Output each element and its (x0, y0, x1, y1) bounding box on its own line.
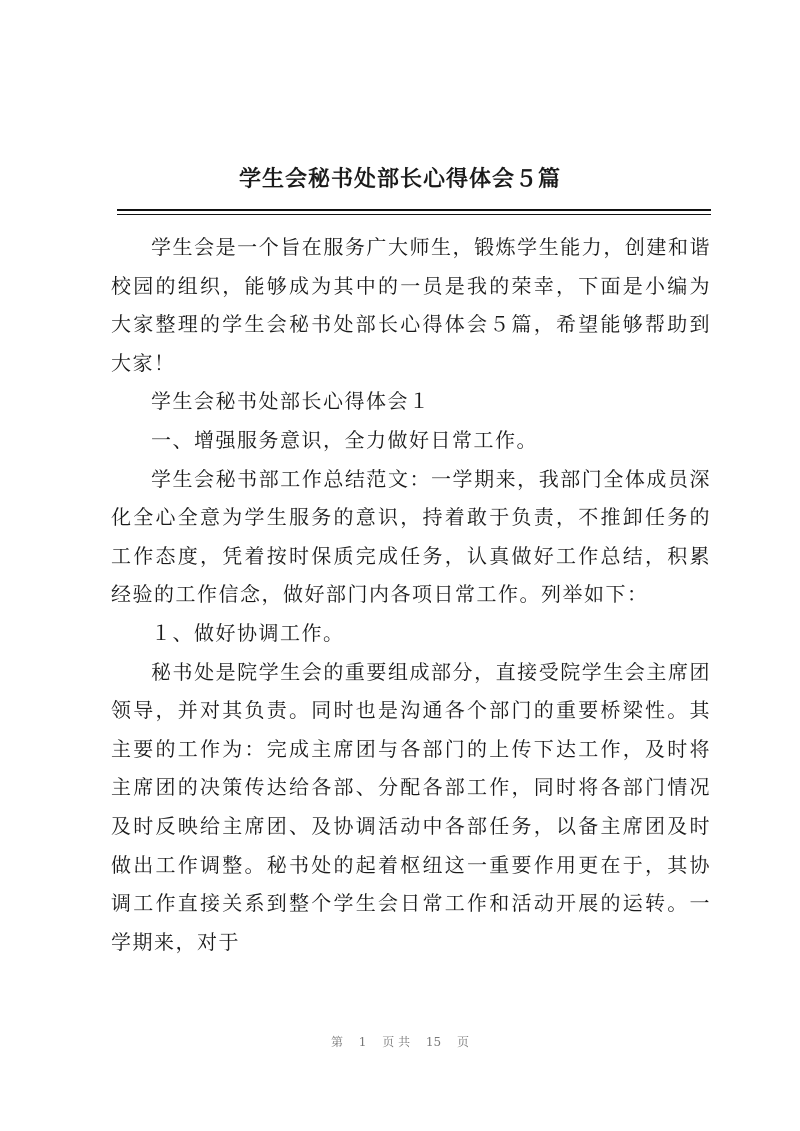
intro-paragraph: 学生会是一个旨在服务广大师生，锻炼学生能力，创建和谐校园的组织，能够成为其中的一员是我的荣幸，下面是小编为大家整理的学生会秘书处部长心得体会５篇，希望能够帮助到大家！ (111, 235, 711, 375)
section-heading: 学生会秘书处部长心得体会１ (151, 389, 431, 414)
footer-label-page: 第 (330, 1035, 343, 1049)
body-paragraph: 秘书处是院学生会的重要组成部分，直接受院学生会主席团领导，并对其负责。同时也是沟通各个部门的重要桥梁性。其主要的工作为：完成主席团与各部门的上传下达工作，及时将主席团的决策传达给各部、分配各部工作，同时将各部门情况及时反映给主席团、及协调活动中各部任务，以备主席团及时做出工作调整。秘书处的起着枢纽这一重要作用更在于，其协调工作直接关系到整个学生会日常工作和活动开展的运转。一学期来，对于 (111, 659, 711, 954)
title-divider (117, 209, 711, 211)
footer-label-total: 页 共 (382, 1035, 411, 1049)
document-body (111, 228, 711, 961)
title-divider-thin (117, 214, 711, 215)
footer-total-pages: 15 (425, 1035, 442, 1049)
footer-label-end: 页 (457, 1035, 470, 1049)
body-paragraph: 学生会秘书部工作总结范文：一学期来，我部门全体成员深化全心全意为学生服务的意识，持着敢于负责，不推卸任务的工作态度，凭着按时保质完成任务，认真做好工作总结，积累经验的工作信念，做好部门内各项日常工作。列举如下： (111, 466, 711, 607)
footer-current-page: 1 (358, 1035, 367, 1049)
page-footer (0, 1033, 800, 1050)
list-item-heading: １、做好协调工作。 (151, 620, 345, 645)
document-title: 学生会秘书处部长心得体会５篇 (238, 166, 561, 192)
subsection-heading: 一、增强服务意识，全力做好日常工作。 (151, 427, 538, 452)
